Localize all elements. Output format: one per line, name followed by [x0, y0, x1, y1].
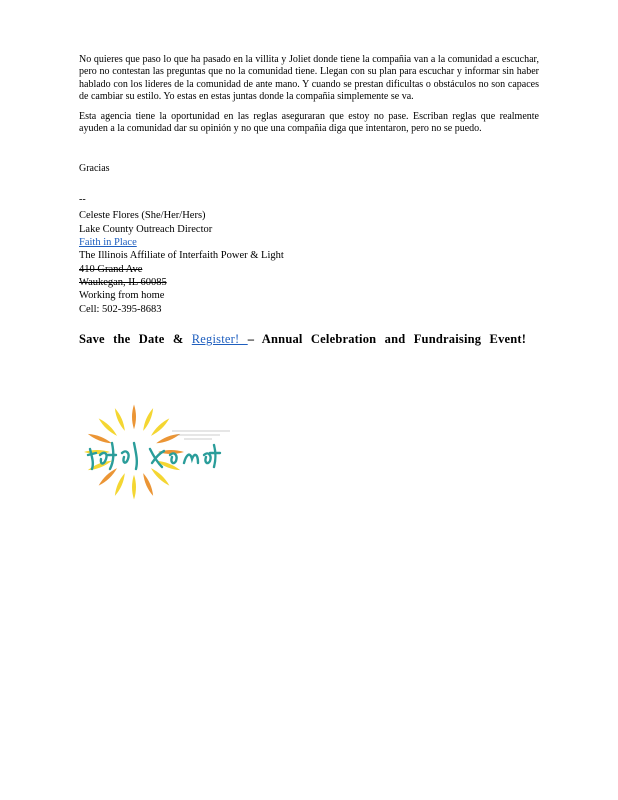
signature-address-line-1: 410 Grand Ave — [79, 263, 143, 275]
signature-name: Celeste Flores (She/Her/Hers) — [79, 210, 206, 222]
signature-title: Lake County Outreach Director — [79, 223, 213, 235]
sun-ray-icon — [151, 468, 169, 485]
signature-cell: Cell: 502-395-8683 — [79, 303, 162, 315]
sun-ray-icon — [115, 408, 125, 431]
email-document — [79, 54, 539, 347]
body-paragraph-1: No quieres que paso lo que ha pasado en la villita y Joliet donde tiene la compañia van a la comunidad a escuchar, pero no contestan las preguntas que no la comunidad tiene. Llegan con su plan para escuchar y informar sin haber hablado con los lideres de la comunidad de ante mano. Y cuando se prestan dificultas o obstáculos no son capaces de cambiar su estilo. Yo estas en estas juntas donde la compañia simplemente se va. — [79, 54, 539, 103]
event-prefix: Save the Date & — [79, 331, 192, 346]
sun-ray-icon — [132, 405, 136, 430]
sun-ray-icon — [132, 475, 136, 500]
sun-ray-icon — [99, 468, 117, 485]
faith-in-place-link[interactable]: Faith in Place — [79, 237, 137, 249]
closing-text: Gracias — [79, 163, 110, 175]
sun-ray-icon — [151, 418, 169, 435]
body-paragraph-2: Esta agencia tiene la oportunidad en las reglas aseguraran que estoy no pase. Escriban reglas que realmente ayuden a la comunidad dar su opinión y no que una compañia diga que intentaron, pero no se puedo. — [79, 110, 539, 135]
event-announcement — [79, 332, 539, 347]
signature-affiliate: The Illinois Affiliate of Interfaith Power & Light — [79, 250, 284, 262]
register-link[interactable]: Register! — [191, 331, 248, 346]
sun-logo-icon — [84, 397, 234, 507]
sun-ray-icon — [115, 473, 125, 496]
event-suffix: – Annual Celebration and Fundraising Event! — [247, 331, 527, 346]
signature-separator: -- — [79, 194, 86, 206]
signature-block — [79, 209, 539, 315]
faith-in-place-logo — [84, 397, 234, 507]
signature-status: Working from home — [79, 290, 165, 302]
sun-ray-icon — [143, 408, 153, 431]
sun-ray-icon — [143, 473, 153, 496]
sun-ray-icon — [88, 434, 112, 443]
signature-address-line-2: Waukegan, IL 60085 — [79, 276, 167, 288]
sun-ray-icon — [99, 418, 117, 435]
